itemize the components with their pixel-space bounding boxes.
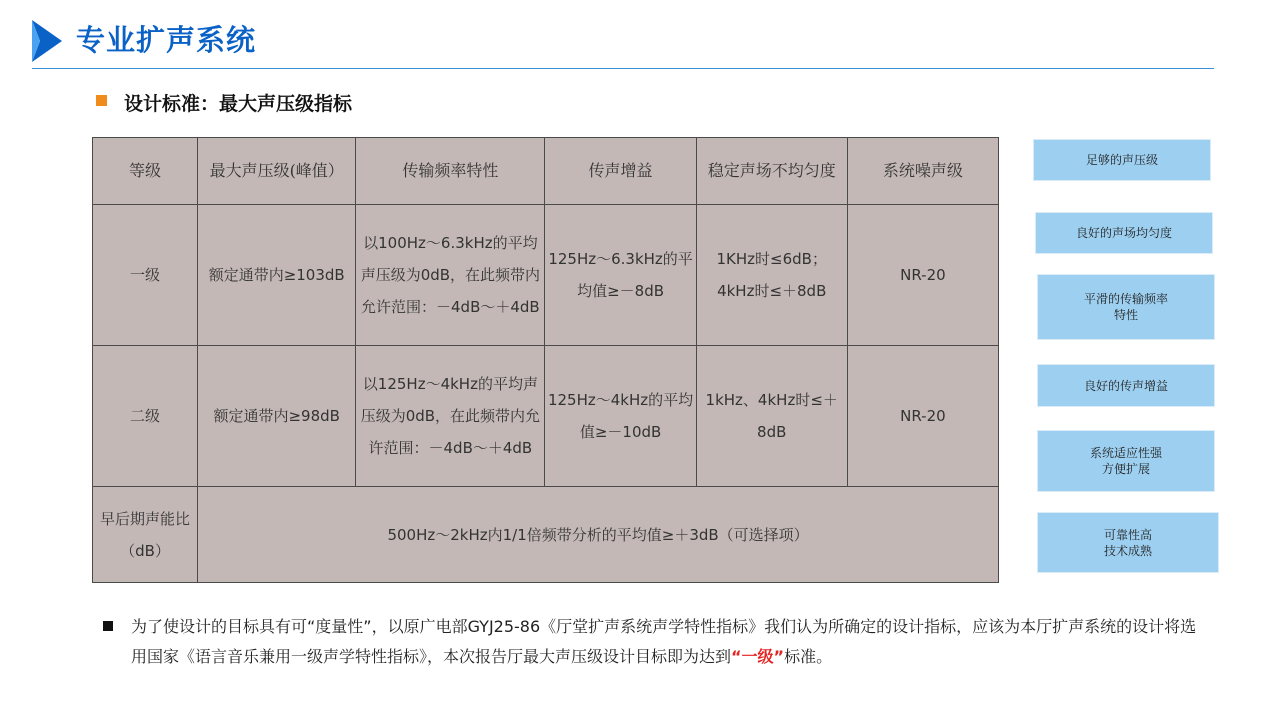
table-row bbox=[93, 346, 999, 487]
header-cell-uniformity: 稳定声场不均匀度 bbox=[696, 138, 847, 205]
table-cell: 额定通带内≥98dB bbox=[198, 346, 356, 487]
section-bullet-icon bbox=[96, 95, 107, 106]
spec-table bbox=[92, 137, 999, 583]
feature-box-text: 系统适应性强 bbox=[1089, 446, 1162, 460]
feature-box-text: 特性 bbox=[1113, 308, 1138, 322]
feature-box bbox=[1037, 364, 1215, 407]
note-text-end: 标准。 bbox=[784, 647, 833, 666]
table-row bbox=[93, 205, 999, 346]
table-cell: 125Hz～4kHz的平均值≥－10dB bbox=[545, 346, 696, 487]
feature-box bbox=[1037, 274, 1215, 340]
feature-box bbox=[1037, 512, 1219, 573]
table-cell: 1KHz时≤6dB；4kHz时≤＋8dB bbox=[696, 205, 847, 346]
feature-box bbox=[1037, 430, 1215, 492]
table-header-row bbox=[93, 138, 999, 205]
note-highlight: “一级” bbox=[731, 647, 785, 666]
header-cell-gain: 传声增益 bbox=[545, 138, 696, 205]
feature-box bbox=[1035, 212, 1213, 254]
table-cell: 500Hz～2kHz内1/1倍频带分析的平均值≥＋3dB（可选择项） bbox=[198, 487, 999, 583]
feature-box-text: 技术成熟 bbox=[1103, 543, 1152, 558]
feature-box-text: 足够的声压级 bbox=[1085, 153, 1158, 167]
feature-box-text: 方便扩展 bbox=[1101, 462, 1150, 476]
header-cell-noise: 系统噪声级 bbox=[847, 138, 998, 205]
table-cell: 1kHz、4kHz时≤＋8dB bbox=[696, 346, 847, 487]
header-cell-max-spl: 最大声压级(峰值） bbox=[198, 138, 356, 205]
note-text: 为了使设计的目标具有可“度量性”，以原广电部GYJ25-86《厅堂扩声系统声学特性指标》我们认为所确定的设计指标，应该为本厅扩声系统的设计将选用国家《语言音乐兼用一级声学特性指标》，本次报告厅最大声压级设计目标即为达到 bbox=[131, 617, 1197, 666]
note-bullet-icon bbox=[103, 621, 113, 631]
table-cell: 额定通带内≥103dB bbox=[198, 205, 356, 346]
table-cell: NR-20 bbox=[847, 346, 998, 487]
title-divider bbox=[32, 68, 1214, 69]
table-cell: 二级 bbox=[93, 346, 198, 487]
table-cell: 以125Hz～4kHz的平均声压级为0dB，在此频带内允许范围：－4dB～＋4dB bbox=[356, 346, 545, 487]
table-cell: 早后期声能比（dB） bbox=[93, 487, 198, 583]
header-cell-grade: 等级 bbox=[93, 138, 198, 205]
header-cell-frequency: 传输频率特性 bbox=[356, 138, 545, 205]
page-title: 专业扩声系统 bbox=[76, 23, 257, 57]
note-paragraph bbox=[131, 612, 1201, 672]
table-cell: 以100Hz～6.3kHz的平均声压级为0dB，在此频带内允许范围：－4dB～＋4dB bbox=[356, 205, 545, 346]
section-heading: 设计标准：最大声压级指标 bbox=[124, 93, 353, 115]
table-cell: 125Hz～6.3kHz的平均值≥－8dB bbox=[545, 205, 696, 346]
title-chevron-icon bbox=[32, 20, 62, 62]
table-cell: NR-20 bbox=[847, 205, 998, 346]
feature-box-text: 平滑的传输频率 bbox=[1083, 292, 1168, 306]
feature-box-text: 良好的声场均匀度 bbox=[1075, 226, 1172, 240]
table-row bbox=[93, 487, 999, 583]
feature-box-text: 可靠性高 bbox=[1103, 527, 1152, 542]
feature-box bbox=[1033, 139, 1211, 181]
feature-box-text: 良好的传声增益 bbox=[1083, 378, 1168, 393]
table-cell: 一级 bbox=[93, 205, 198, 346]
